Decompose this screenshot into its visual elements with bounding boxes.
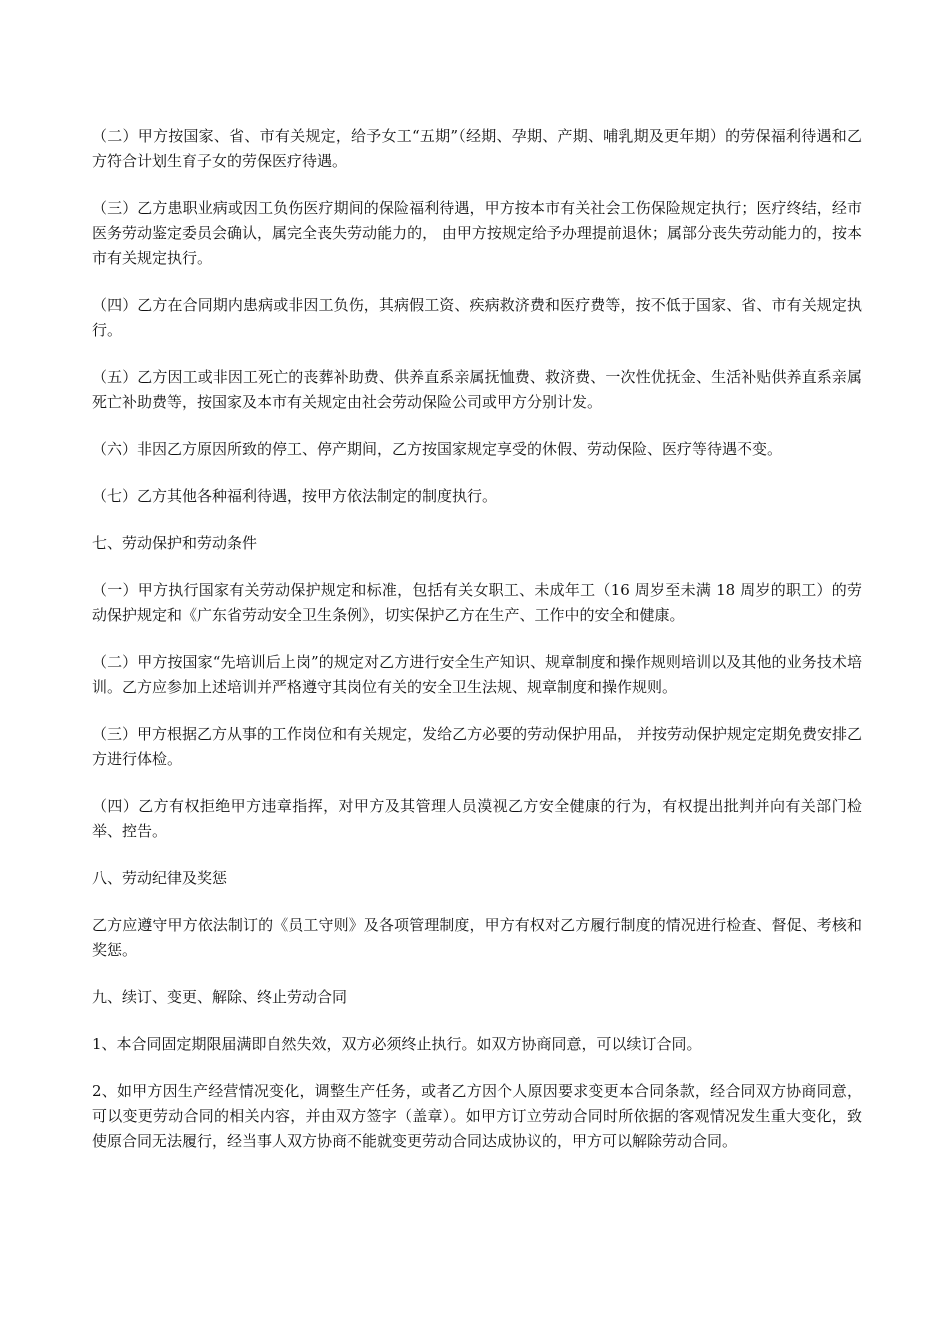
clause-female-worker-benefits: （二）甲方按国家、省、市有关规定，给予女工“五期”（经期、孕期、产期、哺乳期及更年期）的劳保福利待遇和乙方符合计划生育子女的劳保医疗待遇。	[92, 127, 862, 170]
clause-refuse-violations: （四）乙方有权拒绝甲方违章指挥，对甲方及其管理人员漠视乙方安全健康的行为，有权提出批判并向有关部门检举、控告。	[92, 797, 862, 840]
clause-contract-expiry: 1、本合同固定期限届满即自然失效，双方必须终止执行。如双方协商同意，可以续订合同。	[92, 1035, 702, 1053]
section-heading-labor-protection: 七、劳动保护和劳动条件	[92, 534, 258, 552]
clause-death-benefits: （五）乙方因工或非因工死亡的丧葬补助费、供养直系亲属抚恤费、救济费、一次性优抚金、生活补贴供养直系亲属死亡补助费等，按国家及本市有关规定由社会劳动保险公司或甲方分别计发。	[92, 368, 862, 411]
clause-occupational-injury: （三）乙方患职业病或因工负伤医疗期间的保险福利待遇，甲方按本市有关社会工伤保险规定执行；医疗终结，经市医务劳动鉴定委员会确认，属完全丧失劳动能力的， 由甲方按规定给予办理提前退休；属部分丧失劳动能力的，按本市有关规定执行。	[92, 199, 862, 267]
clause-work-stoppage: （六）非因乙方原因所致的停工、停产期间，乙方按国家规定享受的休假、劳动保险、医疗等待遇不变。	[92, 440, 783, 458]
clause-protective-equipment: （三）甲方根据乙方从事的工作岗位和有关规定，发给乙方必要的劳动保护用品， 并按劳动保护规定定期免费安排乙方进行体检。	[92, 725, 862, 768]
clause-sick-leave: （四）乙方在合同期内患病或非因工负伤，其病假工资、疾病救济费和医疗费等，按不低于国家、省、市有关规定执行。	[92, 296, 862, 339]
clause-employee-rules: 乙方应遵守甲方依法制订的《员工守则》及各项管理制度，甲方有权对乙方履行制度的情况进行检查、督促、考核和奖惩。	[92, 916, 862, 959]
clause-other-welfare: （七）乙方其他各种福利待遇，按甲方依法制定的制度执行。	[92, 487, 498, 505]
document-body	[92, 124, 862, 1176]
section-heading-discipline: 八、劳动纪律及奖惩	[92, 869, 228, 887]
clause-contract-modification: 2、如甲方因生产经营情况变化，调整生产任务，或者乙方因个人原因要求变更本合同条款，经合同双方协商同意，可以变更劳动合同的相关内容，并由双方签字（盖章）。如甲方订立劳动合同时所依据的客观情况发生重大变化，致使原合同无法履行，经当事人双方协商不能就变更劳动合同达成协议的，甲方可以解除劳动合同。	[92, 1082, 862, 1150]
clause-training: （二）甲方按国家“先培训后上岗”的规定对乙方进行安全生产知识、规章制度和操作规则培训以及其他的业务技术培训。乙方应参加上述培训并严格遵守其岗位有关的安全卫生法规、规章制度和操作规则。	[92, 653, 862, 696]
clause-protection-standards: （一）甲方执行国家有关劳动保护规定和标准，包括有关女职工、未成年工（16 周岁至未满 18 周岁的职工）的劳动保护规定和《广东省劳动安全卫生条例》，切实保护乙方在生产、工作中的安全和健康。	[92, 581, 862, 624]
section-heading-contract-changes: 九、续订、变更、解除、终止劳动合同	[92, 988, 348, 1006]
